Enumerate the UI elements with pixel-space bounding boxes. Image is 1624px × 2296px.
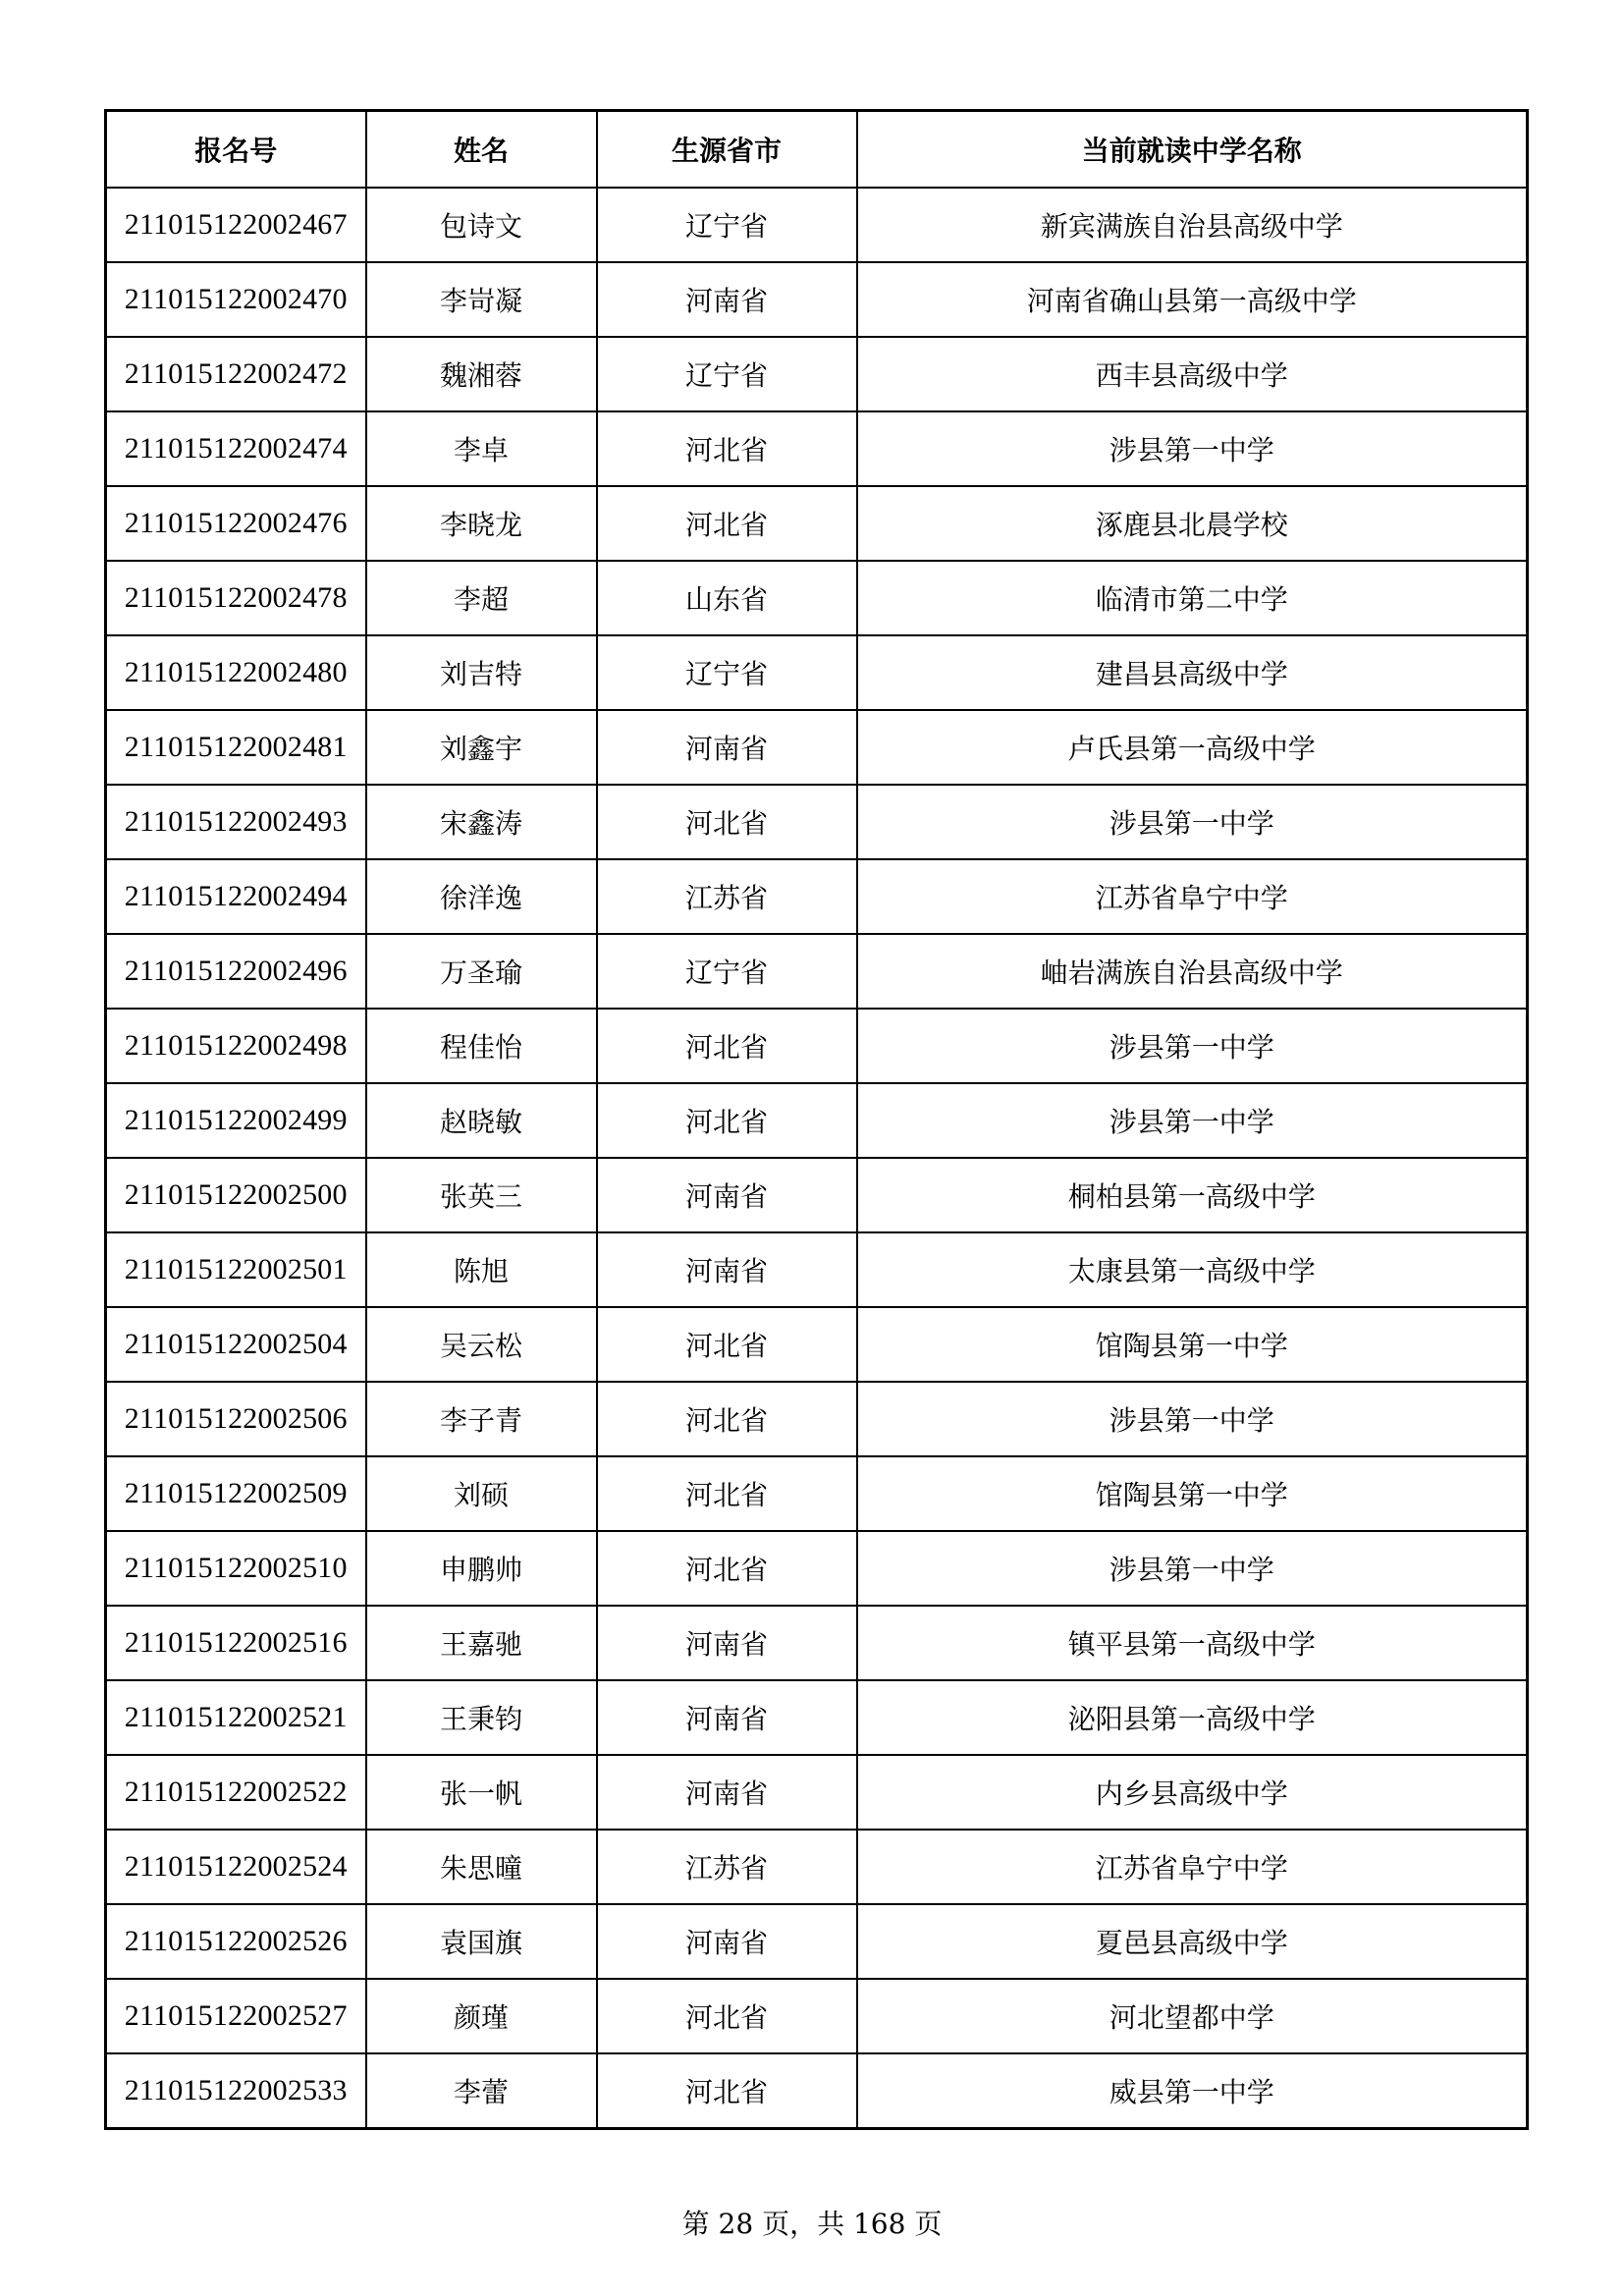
student-name-cell: 刘吉特 bbox=[366, 635, 597, 710]
school-name-cell: 卢氏县第一高级中学 bbox=[857, 710, 1528, 785]
province-cell: 辽宁省 bbox=[597, 934, 857, 1009]
province-cell: 河南省 bbox=[597, 710, 857, 785]
page-footer: 第 28 页，共 168 页 bbox=[681, 2208, 943, 2240]
school-name-cell: 涉县第一中学 bbox=[857, 1009, 1528, 1083]
table-row bbox=[106, 1456, 1528, 1531]
province-cell: 辽宁省 bbox=[597, 337, 857, 411]
table-row bbox=[106, 337, 1528, 411]
student-name-cell: 赵晓敏 bbox=[366, 1083, 597, 1158]
header-school: 当前就读中学名称 bbox=[857, 111, 1528, 189]
student-name-cell: 朱思曈 bbox=[366, 1830, 597, 1904]
school-name-cell: 河北望都中学 bbox=[857, 1979, 1528, 2053]
student-name-cell: 王秉钧 bbox=[366, 1680, 597, 1755]
registration-number-cell: 211015122002526 bbox=[106, 1904, 366, 1979]
student-name-cell: 颜瑾 bbox=[366, 1979, 597, 2053]
table-row bbox=[106, 1606, 1528, 1680]
registration-number-cell: 211015122002467 bbox=[106, 188, 366, 262]
student-name-cell: 李超 bbox=[366, 561, 597, 635]
province-cell: 河北省 bbox=[597, 1979, 857, 2053]
header-row bbox=[106, 111, 1528, 189]
table-row bbox=[106, 1979, 1528, 2053]
header-registration-number: 报名号 bbox=[106, 111, 366, 189]
school-name-cell: 涉县第一中学 bbox=[857, 411, 1528, 486]
registration-number-cell: 211015122002472 bbox=[106, 337, 366, 411]
registration-number-cell: 211015122002474 bbox=[106, 411, 366, 486]
table-row bbox=[106, 859, 1528, 934]
province-cell: 河北省 bbox=[597, 1382, 857, 1456]
province-cell: 辽宁省 bbox=[597, 635, 857, 710]
province-cell: 河北省 bbox=[597, 785, 857, 859]
school-name-cell: 镇平县第一高级中学 bbox=[857, 1606, 1528, 1680]
table-row bbox=[106, 1904, 1528, 1979]
table-row bbox=[106, 1680, 1528, 1755]
province-cell: 河南省 bbox=[597, 1232, 857, 1307]
table-row bbox=[106, 188, 1528, 262]
student-name-cell: 陈旭 bbox=[366, 1232, 597, 1307]
table-row bbox=[106, 934, 1528, 1009]
registration-number-cell: 211015122002522 bbox=[106, 1755, 366, 1830]
school-name-cell: 涉县第一中学 bbox=[857, 785, 1528, 859]
student-name-cell: 宋鑫涛 bbox=[366, 785, 597, 859]
table-row bbox=[106, 1009, 1528, 1083]
province-cell: 河北省 bbox=[597, 1531, 857, 1606]
student-name-cell: 徐洋逸 bbox=[366, 859, 597, 934]
table-row bbox=[106, 1307, 1528, 1382]
student-name-cell: 张英三 bbox=[366, 1158, 597, 1232]
student-name-cell: 刘鑫宇 bbox=[366, 710, 597, 785]
table-row bbox=[106, 1531, 1528, 1606]
student-name-cell: 吴云松 bbox=[366, 1307, 597, 1382]
registration-number-cell: 211015122002481 bbox=[106, 710, 366, 785]
registration-number-cell: 211015122002498 bbox=[106, 1009, 366, 1083]
student-name-cell: 魏湘蓉 bbox=[366, 337, 597, 411]
registration-number-cell: 211015122002504 bbox=[106, 1307, 366, 1382]
registration-number-cell: 211015122002476 bbox=[106, 486, 366, 561]
province-cell: 河北省 bbox=[597, 2053, 857, 2129]
table-row bbox=[106, 411, 1528, 486]
province-cell: 河南省 bbox=[597, 1606, 857, 1680]
province-cell: 河南省 bbox=[597, 1904, 857, 1979]
table-body bbox=[106, 188, 1528, 2129]
registration-number-cell: 211015122002470 bbox=[106, 262, 366, 337]
school-name-cell: 江苏省阜宁中学 bbox=[857, 1830, 1528, 1904]
province-cell: 河南省 bbox=[597, 1680, 857, 1755]
school-name-cell: 威县第一中学 bbox=[857, 2053, 1528, 2129]
admission-list-table bbox=[104, 109, 1529, 2130]
province-cell: 河南省 bbox=[597, 262, 857, 337]
student-name-cell: 李卓 bbox=[366, 411, 597, 486]
province-cell: 河北省 bbox=[597, 1307, 857, 1382]
registration-number-cell: 211015122002533 bbox=[106, 2053, 366, 2129]
school-name-cell: 西丰县高级中学 bbox=[857, 337, 1528, 411]
province-cell: 辽宁省 bbox=[597, 188, 857, 262]
school-name-cell: 太康县第一高级中学 bbox=[857, 1232, 1528, 1307]
province-cell: 河北省 bbox=[597, 1456, 857, 1531]
registration-number-cell: 211015122002496 bbox=[106, 934, 366, 1009]
table-row bbox=[106, 1382, 1528, 1456]
school-name-cell: 岫岩满族自治县高级中学 bbox=[857, 934, 1528, 1009]
registration-number-cell: 211015122002499 bbox=[106, 1083, 366, 1158]
registration-number-cell: 211015122002521 bbox=[106, 1680, 366, 1755]
admission-list-table-container bbox=[104, 109, 1526, 2130]
province-cell: 河北省 bbox=[597, 1083, 857, 1158]
school-name-cell: 河南省确山县第一高级中学 bbox=[857, 262, 1528, 337]
table-row bbox=[106, 1232, 1528, 1307]
registration-number-cell: 211015122002501 bbox=[106, 1232, 366, 1307]
table-row bbox=[106, 1830, 1528, 1904]
table-row bbox=[106, 710, 1528, 785]
header-name: 姓名 bbox=[366, 111, 597, 189]
table-row bbox=[106, 1083, 1528, 1158]
school-name-cell: 涿鹿县北晨学校 bbox=[857, 486, 1528, 561]
student-name-cell: 包诗文 bbox=[366, 188, 597, 262]
school-name-cell: 涉县第一中学 bbox=[857, 1382, 1528, 1456]
table-row bbox=[106, 635, 1528, 710]
student-name-cell: 袁国旗 bbox=[366, 1904, 597, 1979]
student-name-cell: 张一帆 bbox=[366, 1755, 597, 1830]
registration-number-cell: 211015122002527 bbox=[106, 1979, 366, 2053]
school-name-cell: 夏邑县高级中学 bbox=[857, 1904, 1528, 1979]
registration-number-cell: 211015122002506 bbox=[106, 1382, 366, 1456]
registration-number-cell: 211015122002500 bbox=[106, 1158, 366, 1232]
student-name-cell: 李晓龙 bbox=[366, 486, 597, 561]
registration-number-cell: 211015122002516 bbox=[106, 1606, 366, 1680]
table-row bbox=[106, 1158, 1528, 1232]
table-header bbox=[106, 111, 1528, 189]
table-row bbox=[106, 2053, 1528, 2129]
school-name-cell: 新宾满族自治县高级中学 bbox=[857, 188, 1528, 262]
table-row bbox=[106, 486, 1528, 561]
province-cell: 江苏省 bbox=[597, 859, 857, 934]
province-cell: 河北省 bbox=[597, 486, 857, 561]
province-cell: 河南省 bbox=[597, 1755, 857, 1830]
registration-number-cell: 211015122002524 bbox=[106, 1830, 366, 1904]
registration-number-cell: 211015122002480 bbox=[106, 635, 366, 710]
province-cell: 河南省 bbox=[597, 1158, 857, 1232]
school-name-cell: 馆陶县第一中学 bbox=[857, 1307, 1528, 1382]
province-cell: 河北省 bbox=[597, 1009, 857, 1083]
province-cell: 山东省 bbox=[597, 561, 857, 635]
school-name-cell: 泌阳县第一高级中学 bbox=[857, 1680, 1528, 1755]
registration-number-cell: 211015122002494 bbox=[106, 859, 366, 934]
school-name-cell: 涉县第一中学 bbox=[857, 1531, 1528, 1606]
table-row bbox=[106, 561, 1528, 635]
province-cell: 河北省 bbox=[597, 411, 857, 486]
student-name-cell: 申鹏帅 bbox=[366, 1531, 597, 1606]
registration-number-cell: 211015122002510 bbox=[106, 1531, 366, 1606]
table-row bbox=[106, 262, 1528, 337]
school-name-cell: 江苏省阜宁中学 bbox=[857, 859, 1528, 934]
school-name-cell: 桐柏县第一高级中学 bbox=[857, 1158, 1528, 1232]
student-name-cell: 李蕾 bbox=[366, 2053, 597, 2129]
school-name-cell: 内乡县高级中学 bbox=[857, 1755, 1528, 1830]
student-name-cell: 李岢凝 bbox=[366, 262, 597, 337]
school-name-cell: 馆陶县第一中学 bbox=[857, 1456, 1528, 1531]
header-province: 生源省市 bbox=[597, 111, 857, 189]
school-name-cell: 涉县第一中学 bbox=[857, 1083, 1528, 1158]
registration-number-cell: 211015122002509 bbox=[106, 1456, 366, 1531]
school-name-cell: 临清市第二中学 bbox=[857, 561, 1528, 635]
table-row bbox=[106, 1755, 1528, 1830]
student-name-cell: 程佳怡 bbox=[366, 1009, 597, 1083]
student-name-cell: 王嘉驰 bbox=[366, 1606, 597, 1680]
table-row bbox=[106, 785, 1528, 859]
province-cell: 江苏省 bbox=[597, 1830, 857, 1904]
student-name-cell: 万圣瑜 bbox=[366, 934, 597, 1009]
registration-number-cell: 211015122002478 bbox=[106, 561, 366, 635]
school-name-cell: 建昌县高级中学 bbox=[857, 635, 1528, 710]
student-name-cell: 刘硕 bbox=[366, 1456, 597, 1531]
registration-number-cell: 211015122002493 bbox=[106, 785, 366, 859]
student-name-cell: 李子青 bbox=[366, 1382, 597, 1456]
